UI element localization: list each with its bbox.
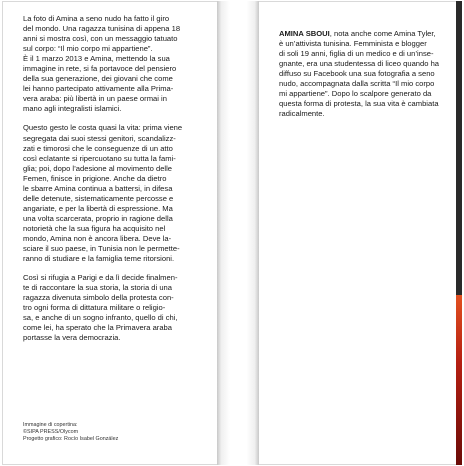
text-line: le sbarre Amina continua a battersi, in difesa — [23, 183, 173, 193]
text-line: del mondo. Una ragazza tunisina di appena 18 — [23, 24, 181, 34]
cover-credits — [23, 422, 118, 444]
text-line: notorietà che la sua figura ha acquisito nel — [23, 223, 166, 233]
text-line: come lei, ha sperato che la Primavera araba — [23, 323, 172, 333]
text-line: zati e timorosi che le conseguenze di un atto — [23, 143, 173, 153]
text-line: vera araba: più libertà in un paese ormai in — [23, 94, 167, 104]
text-line: delle detenute, sistematicamente percosse e — [23, 193, 174, 203]
bio-line: mi appartiene”. Dopo lo scalpore generato da — [279, 89, 432, 99]
left-page-text — [23, 14, 215, 343]
text-line: anni si mostra così, con un messaggio tatuato — [23, 34, 178, 44]
bio-first-line — [279, 29, 451, 39]
text-line: mano agli integralisti islamici. — [23, 104, 122, 114]
author-name: AMINA SBOUI — [279, 29, 330, 38]
text-line: ragazza divenuta simbolo della protesta con- — [23, 293, 174, 303]
text-line: sa, e anche di un sogno infranto, quello di chi, — [23, 313, 178, 323]
paragraph-1 — [23, 14, 215, 114]
bio-body — [279, 39, 451, 119]
text-line: La foto di Amina a seno nudo ha fatto il giro — [23, 14, 170, 23]
text-line: ranno di studiare e la famiglia teme ritorsioni. — [23, 254, 175, 264]
bio-line: gnante, era una studentessa di liceo quando ha — [279, 59, 440, 69]
text-line: portasse la vera democrazia. — [23, 333, 121, 343]
text-line: te di raccontare la sua storia, la storia di una — [23, 283, 173, 293]
text-line: una volta scarcerata, proprio in ragione della — [23, 213, 173, 223]
bio-line: è un’attivista tunisina. Femminista e blogger — [279, 39, 427, 49]
bio-first-line-rest: , nota anche come Amina Tyler, — [329, 29, 436, 38]
author-bio — [279, 29, 451, 119]
text-line: tro ogni forma di dittatura militare o religio- — [23, 303, 166, 313]
cover-edge-red — [456, 295, 462, 465]
credit-line: Progetto grafico: Rocío Isabel González — [23, 436, 119, 443]
text-line: È il 1 marzo 2013 e Amina, mettendo la sua — [23, 54, 170, 64]
bio-line: nudo, accompagnata dalla scritta “Il mio corpo — [279, 79, 435, 89]
text-line: sul corpo: “Il mio corpo mi appartiene”. — [23, 44, 153, 54]
credit-line: ©SIPA PRESS/Olycom — [23, 429, 79, 436]
text-line: Questo gesto le costa quasi la vita: prima viene — [23, 123, 183, 133]
text-line: Così si rifugia a Parigi e da lì decide finalmen- — [23, 273, 178, 283]
text-line: angariate, e per la libertà di espressione. Ma — [23, 203, 173, 213]
book-spine-fold — [217, 1, 259, 465]
text-line: segregata dai suoi stessi genitori, scandalizz- — [23, 133, 176, 143]
text-line: glia; poi, dopo l’adesione al movimento delle — [23, 163, 173, 173]
text-line: lei hanno partecipato attivamente alla Prima- — [23, 84, 174, 94]
cover-edge-dark — [456, 1, 462, 295]
paragraph-3 — [23, 273, 215, 343]
text-line: così eclatante si ripercuotano su tutta la fami- — [23, 153, 176, 163]
text-line: Femen, finisce in prigione. Anche da dietro — [23, 173, 167, 183]
text-line: sciare il suo paese, in Tunisia non le permette- — [23, 244, 180, 254]
text-line: della sua generazione, dei giovani che come — [23, 74, 173, 84]
credit-line: Immagine di copertina: — [23, 422, 78, 428]
bio-line: questa forma di protesta, la sua vita è cambiata — [279, 99, 439, 109]
text-line: immagine in rete, si fa portavoce del pensiero — [23, 64, 177, 74]
bio-line: radicalmente. — [279, 109, 325, 119]
bio-line: diffuso su Facebook una sua fotografia a seno — [279, 69, 435, 79]
bio-line: di soli 19 anni, figlia di un medico e di un’inse- — [279, 49, 434, 59]
paragraph-2 — [23, 123, 215, 264]
text-line: mondo, Amina non è ancora libera. Deve la- — [23, 233, 172, 243]
